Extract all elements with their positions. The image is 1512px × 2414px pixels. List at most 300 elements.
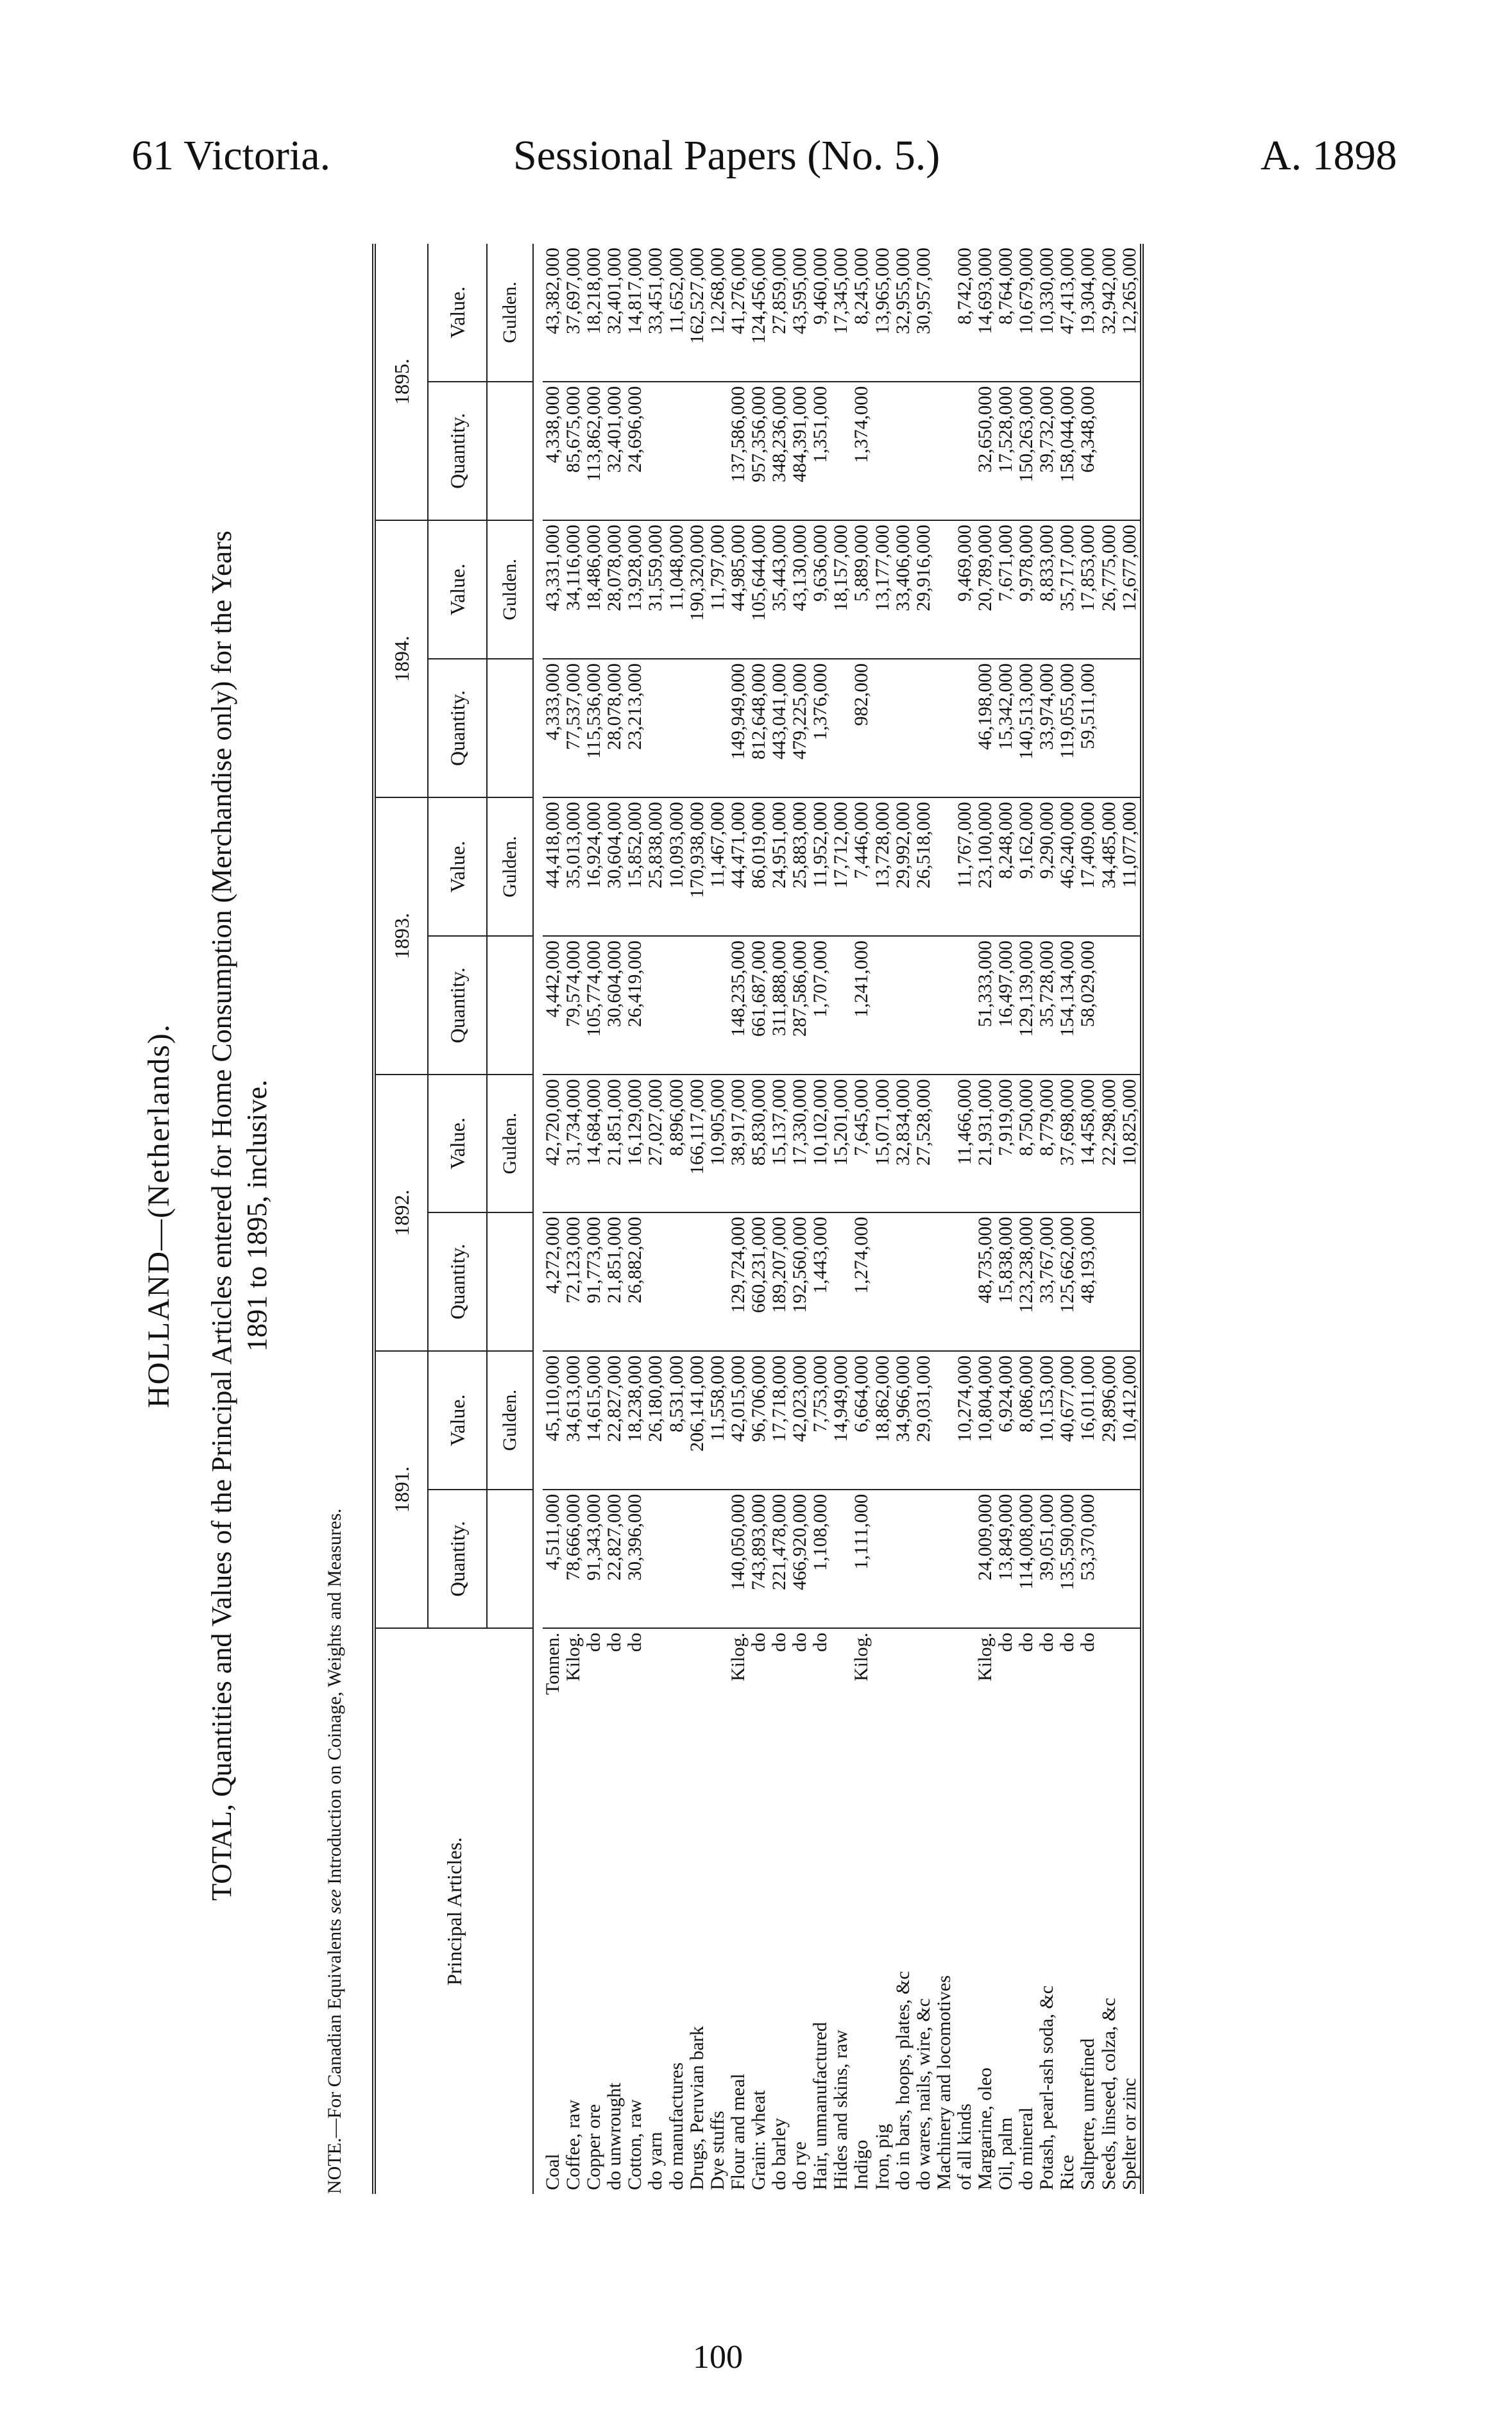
article-name: Cotton, raw [624,2099,646,2190]
article-name: Hides and skins, raw [830,2030,852,2190]
value-cell: 10,825,000 [1119,1075,1142,1212]
quantity-cell [913,936,934,1075]
quantity-cell: 812,648,000 [749,659,769,797]
table-row [708,244,728,2194]
article-unit: do [747,1632,769,1652]
quantity-cell [893,936,913,1075]
table-row [1016,244,1037,2194]
quantity-cell [831,1212,851,1351]
value-cell: 44,985,000 [728,520,749,659]
quantity-cell [1119,936,1142,1075]
value-cell: 22,827,000 [604,1351,625,1490]
quantity-cell [1099,382,1119,520]
quantity-cell [831,382,851,520]
article-name: Iron, pig [871,2123,893,2190]
quantity-cell: 59,511,000 [1078,659,1098,797]
value-cell: 31,559,000 [645,520,666,659]
table-row [872,244,893,2194]
quantity-cell [831,936,851,1075]
article-unit: Kilog. [563,1632,584,1681]
value-cell: 7,919,000 [996,1075,1016,1212]
value-cell: 32,955,000 [893,244,913,382]
value-cell: 8,779,000 [1037,1075,1057,1212]
quantity-cell [1119,1490,1142,1628]
value-cell: 33,451,000 [645,244,666,382]
article-name: do yarn [645,2132,667,2190]
quantity-header: Quantity. [428,936,487,1075]
quantity-cell: 4,333,000 [543,659,563,797]
value-cell: 11,652,000 [667,244,687,382]
table-row [1078,244,1098,2194]
value-cell: 42,015,000 [728,1351,749,1490]
quantity-cell [708,1490,728,1628]
value-cell: 11,558,000 [708,1351,728,1490]
table-row [790,244,810,2194]
quantity-cell: 77,537,000 [563,659,584,797]
table-row [1037,244,1057,2194]
quantity-cell: 24,696,000 [625,382,645,520]
value-cell: 26,775,000 [1099,520,1119,659]
value-cell: 12,265,000 [1119,244,1142,382]
quantity-cell [913,659,934,797]
quantity-cell: 15,342,000 [996,659,1016,797]
value-cell [934,1351,955,1490]
value-cell [934,244,955,382]
quantity-cell [893,1490,913,1628]
quantity-cell: 443,041,000 [769,659,790,797]
value-cell: 17,330,000 [790,1075,810,1212]
value-cell: 37,697,000 [563,244,584,382]
value-cell [934,797,955,936]
value-cell: 34,613,000 [563,1351,584,1490]
value-cell: 21,931,000 [975,1075,996,1212]
article-unit [645,1628,666,1699]
value-cell: 13,177,000 [872,520,893,659]
quantity-cell: 125,662,000 [1057,1212,1078,1351]
value-cell: 7,446,000 [851,797,872,936]
value-cell: 190,320,000 [687,520,708,659]
value-cell: 16,924,000 [584,797,604,936]
value-header: Value. [428,520,487,659]
value-cell: 18,238,000 [625,1351,645,1490]
article-name: Grain: wheat [747,2090,769,2190]
quantity-cell [1099,659,1119,797]
quantity-header: Quantity. [428,1212,487,1351]
value-cell: 15,071,000 [872,1075,893,1212]
note-see: see [324,1889,345,1914]
quantity-cell: 149,949,000 [728,659,749,797]
measurement-note [324,1509,346,2195]
article-name: Oil, palm [995,2117,1017,2190]
value-cell: 124,456,000 [749,244,769,382]
value-cell: 8,742,000 [955,244,975,382]
quantity-cell: 192,560,000 [790,1212,810,1351]
quantity-cell: 660,231,000 [749,1212,769,1351]
year-header-row [374,244,428,2194]
article-name: Potash, pearl-ash soda, &c [1036,1985,1058,2190]
year-header-1895: 1895. [374,244,428,520]
value-cell: 34,966,000 [893,1351,913,1490]
quantity-cell: 15,838,000 [996,1212,1016,1351]
table-row [810,244,831,2194]
value-cell: 27,027,000 [645,1075,666,1212]
consumption-table [372,244,1144,2194]
quantity-cell: 982,000 [851,659,872,797]
quantity-cell: 35,728,000 [1037,936,1057,1075]
quantity-cell: 13,849,000 [996,1490,1016,1628]
quantity-header: Quantity. [428,382,487,520]
article-unit: do [624,1632,646,1652]
value-cell: 10,412,000 [1119,1351,1142,1490]
value-cell: 10,679,000 [1016,244,1037,382]
article-name: Copper ore [583,2104,605,2190]
value-cell: 13,965,000 [872,244,893,382]
article-name: do unwrought [604,2082,625,2190]
note-prefix: NOTE.—For Canadian Equivalents [324,1918,345,2194]
quantity-cell [667,936,687,1075]
article-unit: do [769,1632,790,1652]
value-cell: 6,664,000 [851,1351,872,1490]
quantity-cell [831,1490,851,1628]
quantity-cell: 221,478,000 [769,1490,790,1628]
quantity-cell [934,1212,955,1351]
quantity-header: Quantity. [428,1490,487,1628]
value-cell: 35,013,000 [563,797,584,936]
quantity-cell: 4,338,000 [543,382,563,520]
value-cell: 30,957,000 [913,244,934,382]
quantity-cell [913,1490,934,1628]
quantity-cell [831,659,851,797]
quantity-cell [645,659,666,797]
value-cell: 25,838,000 [645,797,666,936]
value-cell: 8,245,000 [851,244,872,382]
quantity-cell: 46,198,000 [975,659,996,797]
year-header-1892: 1892. [374,1075,428,1351]
quantity-cell: 114,008,000 [1016,1490,1037,1628]
article-unit: do [1015,1632,1037,1652]
value-cell: 10,093,000 [667,797,687,936]
quantity-cell: 85,675,000 [563,382,584,520]
article-unit [687,1628,708,1699]
value-cell: 27,528,000 [913,1075,934,1212]
page-title: HOLLAND—(Netherlands). [142,1023,176,1408]
value-cell: 43,130,000 [790,520,810,659]
quantity-cell: 91,773,000 [584,1212,604,1351]
quantity-cell [1099,1490,1119,1628]
value-cell: 26,518,000 [913,797,934,936]
article-name: Coal [542,2154,563,2190]
quantity-cell: 105,774,000 [584,936,604,1075]
value-cell: 35,443,000 [769,520,790,659]
quantity-cell: 154,134,000 [1057,936,1078,1075]
table-row [975,244,996,2194]
value-cell: 17,853,000 [1078,520,1098,659]
table-row [645,244,666,2194]
value-cell: 33,406,000 [893,520,913,659]
article-name: Coffee, raw [563,2099,584,2190]
page-number: 100 [693,2339,743,2376]
quantity-cell: 4,511,000 [543,1490,563,1628]
value-cell: 29,896,000 [1099,1351,1119,1490]
value-header: Value. [428,797,487,936]
value-cell: 21,851,000 [604,1075,625,1212]
quantity-cell [1099,1212,1119,1351]
value-cell: 38,917,000 [728,1075,749,1212]
quantity-cell: 140,513,000 [1016,659,1037,797]
quantity-cell: 113,862,000 [584,382,604,520]
quantity-cell: 26,419,000 [625,936,645,1075]
value-cell: 18,486,000 [584,520,604,659]
quantity-cell: 28,078,000 [604,659,625,797]
value-cell: 14,693,000 [975,244,996,382]
value-cell: 34,485,000 [1099,797,1119,936]
quantity-cell [934,382,955,520]
value-cell: 47,413,000 [1057,244,1078,382]
quantity-cell: 115,536,000 [584,659,604,797]
value-cell: 32,834,000 [893,1075,913,1212]
quantity-cell: 123,238,000 [1016,1212,1037,1351]
table-row [584,244,604,2194]
article-unit [708,1628,728,1699]
value-cell: 24,951,000 [769,797,790,936]
value-cell: 18,157,000 [831,520,851,659]
article-unit: Kilog. [727,1632,749,1681]
quantity-cell: 1,374,000 [851,382,872,520]
value-cell: 17,409,000 [1078,797,1098,936]
quantity-cell: 150,263,000 [1016,382,1037,520]
article-name: Saltpetre, unrefined [1077,2038,1099,2190]
gulden-unit: Gulden. [487,244,533,382]
quantity-cell: 129,724,000 [728,1212,749,1351]
quantity-cell [645,936,666,1075]
value-cell: 16,129,000 [625,1075,645,1212]
quantity-cell [872,936,893,1075]
value-cell: 7,753,000 [810,1351,831,1490]
value-cell: 11,467,000 [708,797,728,936]
value-cell: 12,268,000 [708,244,728,382]
article-unit: do [583,1632,605,1652]
quantity-cell: 348,236,000 [769,382,790,520]
quantity-cell: 48,735,000 [975,1212,996,1351]
table-row [749,244,769,2194]
quantity-cell [955,659,975,797]
article-name: Margarine, oleo [974,2067,996,2190]
value-cell: 10,153,000 [1037,1351,1057,1490]
value-cell: 13,728,000 [872,797,893,936]
quantity-cell: 1,376,000 [810,659,831,797]
article-unit [934,1628,955,1699]
article-unit [955,1628,975,1699]
article-name: Rice [1057,2155,1078,2190]
quantity-cell: 32,401,000 [604,382,625,520]
quantity-cell [934,936,955,1075]
table-row [769,244,790,2194]
quantity-cell: 39,732,000 [1037,382,1057,520]
value-cell: 23,100,000 [975,797,996,936]
quantity-cell [667,382,687,520]
article-name: Flour and meal [727,2073,749,2190]
value-cell: 162,527,000 [687,244,708,382]
value-cell: 9,469,000 [955,520,975,659]
article-name: do rye [789,2141,811,2190]
value-cell: 44,418,000 [543,797,563,936]
quantity-cell: 33,767,000 [1037,1212,1057,1351]
quantity-cell: 16,497,000 [996,936,1016,1075]
table-row [687,244,708,2194]
value-cell: 206,141,000 [687,1351,708,1490]
article-name: do in bars, hoops, plates, &c [892,1971,913,2190]
quantity-cell: 466,920,000 [790,1490,810,1628]
article-unit [913,1628,934,1699]
article-name: do wares, nails, wire, &c [912,1998,934,2190]
quantity-cell [687,1212,708,1351]
article-unit [1119,1628,1142,1699]
running-header-middle: Sessional Papers (No. 5.) [513,132,940,179]
quantity-cell [1119,1212,1142,1351]
value-cell: 16,011,000 [1078,1351,1098,1490]
value-cell: 45,110,000 [543,1351,563,1490]
quantity-cell: 1,241,000 [851,936,872,1075]
value-cell: 8,248,000 [996,797,1016,936]
quantity-cell: 148,235,000 [728,936,749,1075]
quantity-cell [913,382,934,520]
quantity-cell: 1,443,000 [810,1212,831,1351]
article-unit: do [810,1632,831,1652]
quantity-cell [645,382,666,520]
value-cell: 14,615,000 [584,1351,604,1490]
value-cell: 44,471,000 [728,797,749,936]
value-cell: 14,458,000 [1078,1075,1098,1212]
value-cell: 32,401,000 [604,244,625,382]
value-cell: 46,240,000 [1057,797,1078,936]
value-cell: 11,797,000 [708,520,728,659]
value-cell: 9,636,000 [810,520,831,659]
quantity-cell [1099,936,1119,1075]
articles-header: Principal Articles. [374,1628,533,2194]
quantity-cell: 64,348,000 [1078,382,1098,520]
value-cell: 22,298,000 [1099,1075,1119,1212]
quantity-cell [687,659,708,797]
table-row [1119,244,1142,2194]
value-cell: 8,086,000 [1016,1351,1037,1490]
article-unit: do [995,1632,1017,1652]
article-unit: do [1057,1632,1078,1652]
table-row [563,244,584,2194]
quantity-cell [708,659,728,797]
article-unit [667,1628,687,1699]
table-row [1057,244,1078,2194]
article-name: do manufactures [665,2062,687,2190]
quantity-cell: 24,009,000 [975,1490,996,1628]
quantity-cell: 661,687,000 [749,936,769,1075]
value-cell: 35,717,000 [1057,520,1078,659]
quantity-cell: 1,351,000 [810,382,831,520]
quantity-cell [667,1212,687,1351]
value-cell: 40,677,000 [1057,1351,1078,1490]
quantity-cell [955,1212,975,1351]
quantity-cell: 479,225,000 [790,659,810,797]
value-cell: 42,023,000 [790,1351,810,1490]
value-cell: 7,671,000 [996,520,1016,659]
quantity-cell: 32,650,000 [975,382,996,520]
quantity-cell: 53,370,000 [1078,1490,1098,1628]
value-cell: 9,162,000 [1016,797,1037,936]
article-name: Hair, unmanufactured [810,2021,831,2190]
quantity-cell [893,659,913,797]
value-cell: 8,833,000 [1037,520,1057,659]
value-cell: 15,137,000 [769,1075,790,1212]
quantity-cell: 957,356,000 [749,382,769,520]
quantity-cell: 140,050,000 [728,1490,749,1628]
value-cell: 86,019,000 [749,797,769,936]
quantity-cell [872,1490,893,1628]
quantity-cell: 135,590,000 [1057,1490,1078,1628]
table-row [913,244,934,2194]
quantity-cell: 137,586,000 [728,382,749,520]
value-cell: 20,789,000 [975,520,996,659]
value-cell: 18,862,000 [872,1351,893,1490]
quantity-cell: 1,707,000 [810,936,831,1075]
table-row [728,244,749,2194]
value-cell: 9,290,000 [1037,797,1057,936]
value-cell: 166,117,000 [687,1075,708,1212]
quantity-cell: 484,391,000 [790,382,810,520]
value-cell [934,520,955,659]
value-cell: 29,992,000 [893,797,913,936]
article-name: Dye stuffs [706,2111,728,2190]
quantity-cell [955,936,975,1075]
article-unit [872,1628,893,1699]
article-name: Seeds, linseed, colza, &c [1098,1998,1119,2190]
quantity-cell [893,382,913,520]
quantity-cell: 1,111,000 [851,1490,872,1628]
year-header-1893: 1893. [374,797,428,1075]
article-unit [893,1628,913,1699]
value-cell: 41,276,000 [728,244,749,382]
article-unit: Kilog. [974,1632,996,1681]
quantity-cell [872,1212,893,1351]
table-row [831,244,851,2194]
value-cell: 17,345,000 [831,244,851,382]
value-cell: 29,916,000 [913,520,934,659]
value-cell: 14,684,000 [584,1075,604,1212]
quantity-cell [1119,382,1142,520]
article-unit: Tonnen. [542,1632,563,1695]
value-cell: 42,720,000 [543,1075,563,1212]
value-cell [934,1075,955,1212]
quantity-cell: 4,442,000 [543,936,563,1075]
value-cell: 34,116,000 [563,520,584,659]
quantity-cell [708,1212,728,1351]
value-cell: 10,804,000 [975,1351,996,1490]
quantity-cell [934,659,955,797]
quantity-cell: 72,123,000 [563,1212,584,1351]
value-header: Value. [428,1351,487,1490]
gulden-unit: Gulden. [487,1351,533,1490]
table-row [955,244,975,2194]
article-name: do mineral [1015,2107,1037,2190]
gulden-unit: Gulden. [487,1075,533,1212]
quantity-cell: 30,604,000 [604,936,625,1075]
quantity-cell [872,382,893,520]
value-cell: 5,889,000 [851,520,872,659]
quantity-cell: 22,827,000 [604,1490,625,1628]
year-header-1891: 1891. [374,1351,428,1628]
quantity-cell: 21,851,000 [604,1212,625,1351]
quantity-cell [934,1490,955,1628]
quantity-cell: 158,044,000 [1057,382,1078,520]
quantity-cell: 287,586,000 [790,936,810,1075]
